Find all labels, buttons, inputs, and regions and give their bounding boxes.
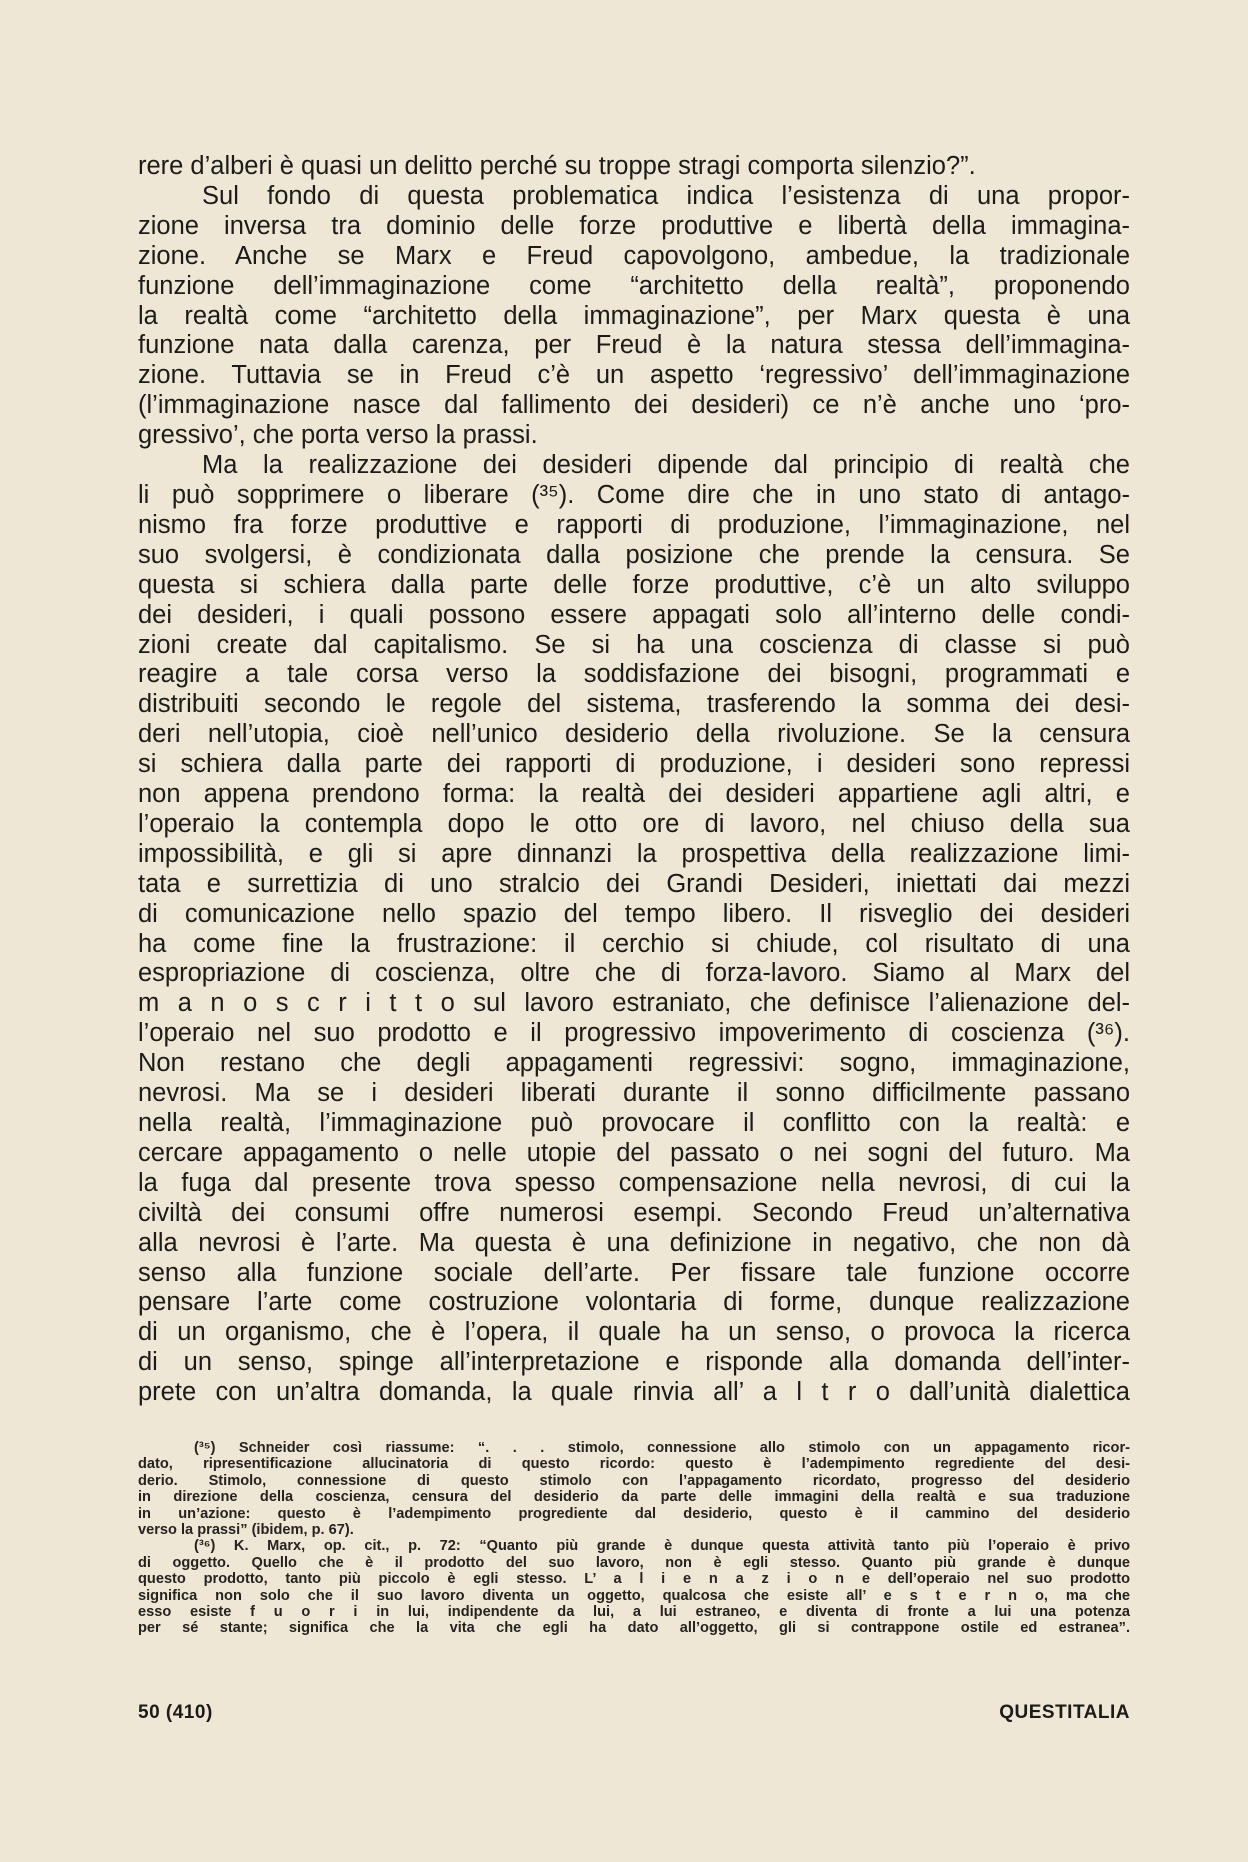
body-line: rere d’alberi è quasi un delitto perché su troppe stragi comporta silenzio?”.: [138, 152, 976, 180]
body-line: l’operaio la contempla dopo le otto ore di lavoro, nel chiuso della sua: [138, 809, 1130, 838]
body-line: funzione dell’immaginazione come “architetto della realtà”, proponendo: [138, 271, 1130, 300]
footnote-line: esso esiste f u o r i in lui, indipendente da lui, a lui estraneo, e diventa di fronte a lui una potenza: [138, 1604, 1130, 1621]
footnote-line: di oggetto. Quello che è il prodotto del suo lavoro, non è egli stesso. Quanto più grande è dunque: [138, 1554, 1130, 1571]
body-line: nella realtà, l’immaginazione può provocare il conflitto con la realtà: e: [138, 1109, 1130, 1137]
footnotes: [138, 1440, 1130, 1637]
body-line: alla nevrosi è l’arte. Ma questa è una definizione in negativo, che non dà: [138, 1228, 1130, 1257]
body-line: di un senso, spinge all’interpretazione e risponde alla domanda dell’inter-: [138, 1348, 1130, 1377]
body-line: suo svolgersi, è condizionata dalla posizione che prende la censura. Se: [138, 540, 1130, 569]
body-line: zioni create dal capitalismo. Se si ha una coscienza di classe si può: [138, 630, 1130, 659]
journal-name: QUESTITALIA: [999, 1702, 1130, 1723]
body-line: deri nell’utopia, cioè nell’unico desiderio della rivoluzione. Se la censura: [138, 720, 1130, 749]
body-line: zione. Tuttavia se in Freud c’è un aspetto ‘regressivo’ dell’immaginazione: [138, 361, 1130, 390]
footnote-line: questo prodotto, tanto più piccolo è egli stesso. L’ a l i e n a z i o n e dell’operaio nel suo prodotto: [138, 1571, 1130, 1588]
body-line: (l’immaginazione nasce dal fallimento dei desideri) ce n’è anche uno ‘pro-: [138, 391, 1130, 420]
body-line: tata e surrettizia di uno stralcio dei Grandi Desideri, iniettati dai mezzi: [138, 869, 1130, 898]
footnote-line: dato, ripresentificazione allucinatoria di questo ricordo: questo è l’adempimento regrediente del desi-: [138, 1456, 1130, 1473]
body-line: dei desideri, i quali possono essere appagati solo all’interno delle condi-: [138, 600, 1130, 629]
body-line: gressivo’, che porta verso la prassi.: [138, 421, 538, 450]
body-line: li può sopprimere o liberare (³⁵). Come dire che in uno stato di antago-: [138, 480, 1130, 509]
page-number: 50 (410): [138, 1702, 213, 1723]
body-line: ha come fine la frustrazione: il cerchio si chiude, col risultato di una: [138, 929, 1130, 958]
body-line: di un organismo, che è l’opera, il quale ha un senso, o provoca la ricerca: [138, 1318, 1130, 1347]
body-line: Non restano che degli appagamenti regressivi: sogno, immaginazione,: [138, 1049, 1130, 1078]
footnote-line: significa non solo che il suo lavoro diventa un oggetto, qualcosa che esiste all’ e s t e r n o, ma che: [138, 1587, 1130, 1604]
body-line: funzione nata dalla carenza, per Freud è la natura stessa dell’immagina-: [138, 331, 1130, 360]
body-line: m a n o s c r i t t o sul lavoro estraniato, che definisce l’alienazione del-: [138, 989, 1130, 1018]
body-line: espropriazione di coscienza, oltre che di forza-lavoro. Siamo al Marx del: [138, 959, 1130, 988]
body-line: la realtà come “architetto della immaginazione”, per Marx questa è una: [138, 301, 1130, 330]
body-line: impossibilità, e gli si apre dinnanzi la prospettiva della realizzazione limi-: [138, 839, 1130, 868]
footnote-line: in direzione della coscienza, censura del desiderio da parte delle immagini della realtà e sua traduzione: [138, 1489, 1130, 1506]
body-line: prete con un’altra domanda, la quale rinvia all’ a l t r o dall’unità dialettica: [138, 1378, 1130, 1407]
body-line: cercare appagamento o nelle utopie del passato o nei sogni del futuro. Ma: [138, 1138, 1130, 1167]
body-line: civiltà dei consumi offre numerosi esempi. Secondo Freud un’alternativa: [138, 1198, 1130, 1227]
footnote-line: verso la prassi” (ibidem, p. 67).: [138, 1522, 354, 1539]
body-line: l’operaio nel suo prodotto e il progressivo impoverimento di coscienza (³⁶).: [138, 1019, 1130, 1048]
footnote-line: derio. Stimolo, connessione di questo stimolo con l’appagamento ricordato, progresso del desiderio: [138, 1472, 1130, 1489]
body-line: senso alla funzione sociale dell’arte. Per fissare tale funzione occorre: [138, 1258, 1130, 1287]
body-line: si schiera dalla parte dei rapporti di produzione, i desideri sono repressi: [138, 750, 1130, 779]
body-line: Sul fondo di questa problematica indica l’esistenza di una propor-: [202, 181, 1130, 210]
body-line: pensare l’arte come costruzione volontaria di forme, dunque realizzazione: [138, 1288, 1130, 1317]
footnote-line: in un’azione: questo è l’adempimento progrediente dal desiderio, questo è il cammino del desiderio: [138, 1505, 1130, 1522]
body-line: questa si schiera dalla parte delle forze produttive, c’è un alto sviluppo: [138, 570, 1130, 599]
body-line: zione inversa tra dominio delle forze produttive e libertà della immagina-: [138, 211, 1130, 240]
body-line: reagire a tale corsa verso la soddisfazione dei bisogni, programmati e: [138, 660, 1130, 689]
body-line: zione. Anche se Marx e Freud capovolgono, ambedue, la tradizionale: [138, 241, 1130, 270]
body-line: nevrosi. Ma se i desideri liberati durante il sonno difficilmente passano: [138, 1079, 1130, 1108]
footnote-line: per sé stante; significa che la vita che egli ha dato all’oggetto, gli si contrappone ostile ed estranea”.: [138, 1620, 1130, 1637]
body-text: [138, 152, 1130, 1408]
body-line: di comunicazione nello spazio del tempo libero. Il risveglio dei desideri: [138, 899, 1130, 928]
footnote-line: (³⁶) K. Marx, op. cit., p. 72: “Quanto più grande è dunque questa attività tanto più l’operaio è privo: [194, 1538, 1130, 1555]
body-line: non appena prendono forma: la realtà dei desideri appartiene agli altri, e: [138, 780, 1130, 809]
body-line: la fuga dal presente trova spesso compensazione nella nevrosi, di cui la: [138, 1168, 1130, 1197]
body-line: nismo fra forze produttive e rapporti di produzione, l’immaginazione, nel: [138, 510, 1130, 539]
footnote-line: (³⁵) Schneider così riassume: “. . . stimolo, connessione allo stimolo con un appagamento ricor-: [194, 1440, 1130, 1456]
body-line: distribuiti secondo le regole del sistema, trasferendo la somma dei desi-: [138, 690, 1130, 719]
body-line: Ma la realizzazione dei desideri dipende dal principio di realtà che: [202, 451, 1130, 480]
